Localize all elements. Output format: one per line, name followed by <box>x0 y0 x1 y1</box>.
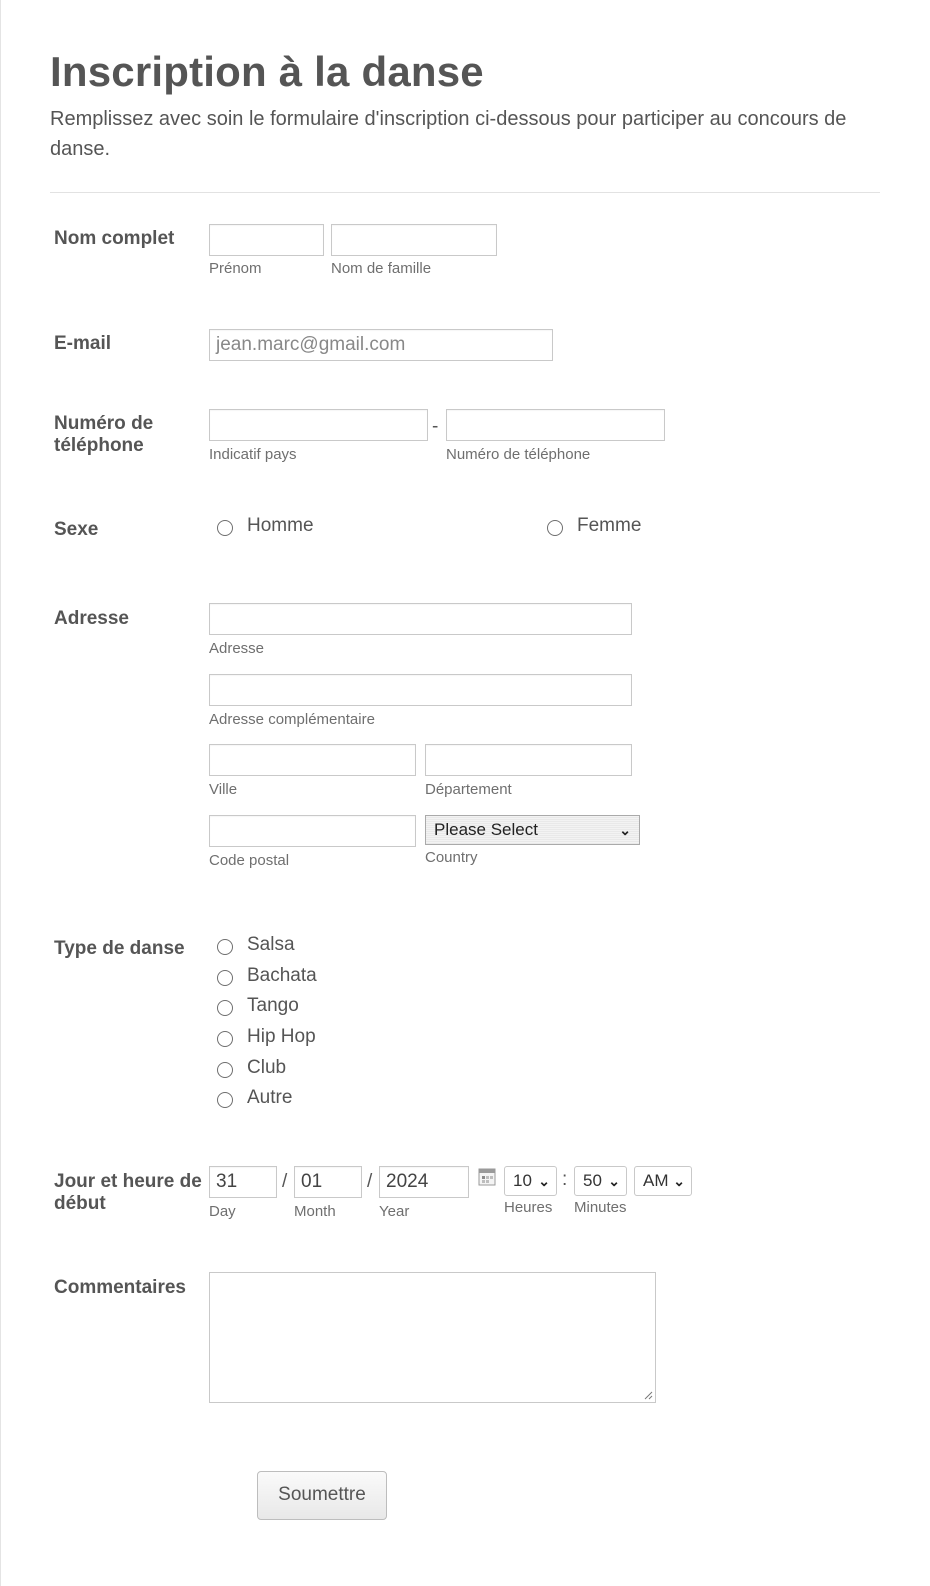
gender-radio-femme[interactable] <box>547 520 563 536</box>
minute-value: 50 <box>583 1171 602 1190</box>
ampm-select[interactable] <box>634 1166 692 1196</box>
form-title: Inscription à la danse <box>50 48 484 95</box>
start-label-line2: début <box>54 1193 106 1214</box>
dance-option-bachata[interactable]: Bachata <box>247 965 317 986</box>
year-input[interactable]: 2024 <box>379 1166 469 1198</box>
gender-option-homme[interactable]: Homme <box>247 515 314 536</box>
dance-radio-club[interactable] <box>217 1062 233 1078</box>
hour-select[interactable] <box>504 1166 557 1196</box>
city-input[interactable] <box>209 744 416 776</box>
email-label: E-mail <box>54 333 112 354</box>
form-header <box>50 44 880 164</box>
gender-option-femme[interactable]: Femme <box>577 515 642 536</box>
last-name-input[interactable] <box>331 224 497 256</box>
phone-code-input[interactable] <box>209 409 428 441</box>
dance-option-salsa[interactable]: Salsa <box>247 934 295 955</box>
gender-label: Sexe <box>54 519 99 540</box>
minute-select[interactable] <box>574 1166 627 1196</box>
phone-label-line2: téléphone <box>54 435 144 456</box>
comments-label: Commentaires <box>54 1277 186 1298</box>
chevron-down-icon: ⌄ <box>673 1173 685 1189</box>
phone-code-sublabel: Indicatif pays <box>209 446 297 463</box>
phone-number-input[interactable] <box>446 409 665 441</box>
dance-type-label: Type de danse <box>54 938 185 959</box>
hour-sublabel: Heures <box>504 1199 553 1216</box>
dance-option-club[interactable]: Club <box>247 1057 287 1078</box>
street2-sublabel: Adresse complémentaire <box>209 711 375 728</box>
dance-radio-bachata[interactable] <box>217 970 233 986</box>
email-input[interactable]: jean.marc@gmail.com <box>209 329 553 361</box>
ampm-value: AM <box>643 1171 669 1190</box>
hour-value: 10 <box>513 1171 532 1190</box>
country-select[interactable] <box>425 815 640 845</box>
resize-grip-icon[interactable] <box>643 1390 653 1400</box>
full-name-label: Nom complet <box>54 228 175 249</box>
form-subtitle: Remplissez avec soin le formulaire d'inscription ci-dessous pour participer au concours de danse. <box>50 108 847 160</box>
dance-radio-hiphop[interactable] <box>217 1031 233 1047</box>
month-sublabel: Month <box>294 1203 336 1220</box>
country-sublabel: Country <box>425 849 478 866</box>
dance-option-hiphop[interactable]: Hip Hop <box>247 1026 316 1047</box>
phone-number-sublabel: Numéro de téléphone <box>446 446 591 463</box>
minute-sublabel: Minutes <box>574 1199 627 1216</box>
calendar-icon[interactable] <box>478 1168 496 1186</box>
date-separator-2: / <box>367 1171 373 1192</box>
submit-button[interactable]: Soumettre <box>257 1471 387 1520</box>
start-datetime-label <box>54 1171 202 1215</box>
phone-separator: - <box>432 416 439 437</box>
phone-label-line1: Numéro de <box>54 413 154 434</box>
chevron-down-icon: ⌄ <box>608 1173 620 1189</box>
dance-radio-salsa[interactable] <box>217 939 233 955</box>
last-name-sublabel: Nom de famille <box>331 260 432 277</box>
start-label-line1: Jour et heure de <box>54 1171 202 1192</box>
month-input[interactable]: 01 <box>294 1166 362 1198</box>
state-sublabel: Département <box>425 781 512 798</box>
gender-radio-homme[interactable] <box>217 520 233 536</box>
phone-label <box>54 413 153 457</box>
chevron-down-icon: ⌄ <box>538 1173 550 1189</box>
dance-option-autre[interactable]: Autre <box>247 1087 293 1108</box>
page-border <box>0 0 1 1586</box>
street2-input[interactable] <box>209 674 632 706</box>
header-divider <box>50 192 880 193</box>
comments-textarea[interactable] <box>209 1272 656 1403</box>
dance-radio-autre[interactable] <box>217 1092 233 1108</box>
dance-option-tango[interactable]: Tango <box>247 995 299 1016</box>
dance-radio-tango[interactable] <box>217 1000 233 1016</box>
zip-sublabel: Code postal <box>209 852 290 869</box>
zip-input[interactable] <box>209 815 416 847</box>
country-selected-value: Please Select <box>434 820 538 839</box>
day-sublabel: Day <box>209 1203 236 1220</box>
state-input[interactable] <box>425 744 632 776</box>
time-separator: : <box>562 1169 568 1190</box>
day-input[interactable]: 31 <box>209 1166 277 1198</box>
year-sublabel: Year <box>379 1203 410 1220</box>
first-name-sublabel: Prénom <box>209 260 262 277</box>
city-sublabel: Ville <box>209 781 238 798</box>
date-separator-1: / <box>282 1171 288 1192</box>
address-label: Adresse <box>54 608 129 629</box>
first-name-input[interactable] <box>209 224 324 256</box>
chevron-down-icon: ⌄ <box>619 822 631 838</box>
street-sublabel: Adresse <box>209 640 265 657</box>
street-input[interactable] <box>209 603 632 635</box>
